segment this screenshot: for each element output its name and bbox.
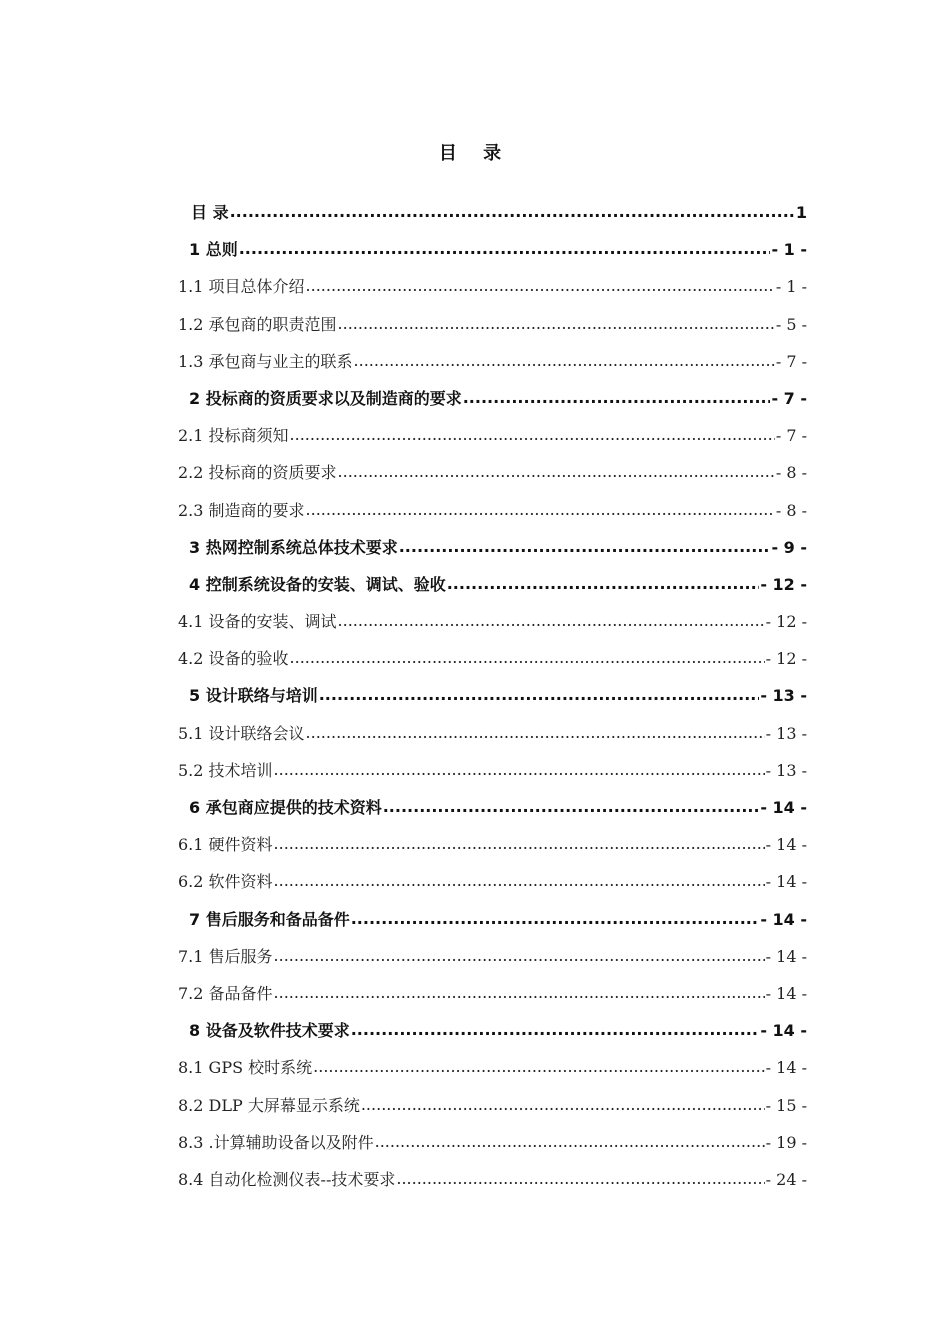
toc-entry[interactable]: [178, 231, 807, 268]
toc-entry-page-number: - 7 -: [771, 388, 807, 408]
toc-dot-leader: [313, 1048, 765, 1085]
toc-dot-leader: [290, 639, 765, 676]
toc-entry[interactable]: [178, 1161, 807, 1198]
toc-entry-page-number: - 15 -: [765, 1095, 807, 1115]
toc-entry-title: 4.2 设备的验收: [178, 649, 289, 669]
toc-entry-page-number: - 13 -: [765, 723, 807, 743]
toc-dot-leader: [274, 751, 765, 788]
toc-entry-page-number: - 14 -: [765, 983, 807, 1003]
toc-entry-page-number: - 19 -: [765, 1132, 807, 1152]
toc-dot-leader: [396, 1160, 764, 1197]
toc-dot-leader: [306, 714, 765, 751]
toc-entry[interactable]: [178, 1124, 807, 1161]
toc-entry[interactable]: [178, 603, 807, 640]
toc-entry-page-number: - 7 -: [775, 426, 807, 446]
toc-dot-leader: [230, 193, 795, 230]
toc-entry-page-number: - 12 -: [765, 612, 807, 632]
toc-dot-leader: [319, 676, 760, 713]
toc-entry-page-number: - 1 -: [771, 240, 807, 260]
toc-entry[interactable]: [178, 975, 807, 1012]
toc-entry-title: 8 设备及软件技术要求: [189, 1021, 350, 1041]
toc-entry-page-number: - 14 -: [760, 798, 807, 817]
toc-dot-leader: [383, 788, 760, 825]
toc-entry-title: 8.1 GPS 校时系统: [178, 1058, 313, 1078]
toc-entry-page-number: - 12 -: [765, 649, 807, 669]
toc-entry-title: 1.2 承包商的职责范围: [178, 314, 337, 334]
toc-entry[interactable]: [178, 752, 807, 789]
toc-entry[interactable]: [178, 938, 807, 975]
toc-entry[interactable]: [178, 306, 807, 343]
toc-entry[interactable]: [178, 789, 807, 826]
toc-entry-title: 8.2 DLP 大屏幕显示系统: [178, 1095, 360, 1115]
toc-dot-leader: [463, 379, 771, 416]
toc-entry-title: 7 售后服务和备品备件: [189, 909, 350, 929]
toc-entry-title: 2.2 投标商的资质要求: [178, 463, 337, 483]
toc-entry-page-number: - 12 -: [760, 574, 807, 594]
toc-entry-title: 8.4 自动化检测仪表--技术要求: [178, 1169, 396, 1189]
toc-entry-title: 5.1 设计联络会议: [178, 723, 305, 743]
toc-entry-page-number: - 14 -: [765, 872, 807, 892]
toc-dot-leader: [351, 1011, 760, 1048]
table-of-contents: [178, 194, 807, 1198]
toc-entry[interactable]: [178, 529, 807, 566]
toc-dot-leader: [338, 305, 775, 342]
toc-entry[interactable]: [178, 715, 807, 752]
toc-dot-leader: [274, 937, 765, 974]
toc-entry[interactable]: [178, 417, 807, 454]
toc-entry-title: 1 总则: [189, 240, 238, 260]
toc-dot-leader: [274, 862, 765, 899]
toc-entry-page-number: - 24 -: [765, 1169, 807, 1189]
toc-entry-title: 4.1 设备的安装、调试: [178, 612, 337, 632]
toc-entry-title: 2.1 投标商须知: [178, 426, 289, 446]
toc-entry-title: 5.2 技术培训: [178, 760, 273, 780]
toc-entry-title: 6.2 软件资料: [178, 872, 273, 892]
toc-dot-leader: [274, 825, 765, 862]
toc-entry-page-number: - 14 -: [760, 909, 807, 929]
toc-entry[interactable]: [178, 268, 807, 305]
toc-dot-leader: [239, 230, 771, 267]
toc-entry[interactable]: [178, 380, 807, 417]
toc-entry-title: 3 热网控制系统总体技术要求: [189, 537, 398, 557]
toc-entry[interactable]: [178, 1087, 807, 1124]
toc-entry-title: 2 投标商的资质要求以及制造商的要求: [189, 388, 462, 408]
toc-entry-title: 5 设计联络与培训: [189, 686, 318, 706]
toc-entry[interactable]: [178, 901, 807, 938]
toc-entry-page-number: - 14 -: [765, 1058, 807, 1078]
toc-entry[interactable]: [178, 454, 807, 491]
toc-dot-leader: [306, 491, 775, 528]
toc-entry-title: 8.3 .计算辅助设备以及附件: [178, 1132, 374, 1152]
toc-entry-page-number: - 14 -: [765, 835, 807, 855]
toc-entry-page-number: - 1 -: [775, 277, 807, 297]
toc-entry-title: 7.2 备品备件: [178, 983, 273, 1003]
toc-entry-title: 6 承包商应提供的技术资料: [189, 798, 382, 817]
toc-entry-title: 1.1 项目总体介绍: [178, 277, 305, 297]
toc-dot-leader: [306, 267, 775, 304]
toc-entry-page-number: - 7 -: [775, 351, 807, 371]
toc-entry-page-number: 1: [795, 203, 807, 222]
toc-dot-leader: [375, 1123, 765, 1160]
toc-dot-leader: [447, 565, 760, 602]
toc-entry-page-number: - 8 -: [775, 500, 807, 520]
toc-entry[interactable]: [178, 1012, 807, 1049]
page-title: 目 录: [438, 143, 512, 164]
toc-entry[interactable]: [178, 1049, 807, 1086]
toc-entry[interactable]: [178, 492, 807, 529]
toc-entry-page-number: - 14 -: [765, 946, 807, 966]
toc-entry-title: 2.3 制造商的要求: [178, 500, 305, 520]
toc-entry[interactable]: [178, 566, 807, 603]
toc-entry[interactable]: [178, 640, 807, 677]
toc-entry-page-number: - 13 -: [765, 760, 807, 780]
toc-entry[interactable]: [178, 677, 807, 714]
toc-dot-leader: [290, 416, 775, 453]
toc-entry-page-number: - 5 -: [775, 314, 807, 334]
toc-entry[interactable]: [178, 826, 807, 863]
toc-entry-page-number: - 8 -: [775, 463, 807, 483]
toc-dot-leader: [399, 528, 771, 565]
toc-dot-leader: [361, 1086, 765, 1123]
toc-dot-leader: [354, 342, 775, 379]
toc-dot-leader: [351, 900, 760, 937]
toc-entry-title: 1.3 承包商与业主的联系: [178, 351, 353, 371]
toc-entry-title: 6.1 硬件资料: [178, 835, 273, 855]
toc-entry-page-number: - 13 -: [760, 686, 807, 706]
toc-entry[interactable]: [178, 194, 807, 231]
toc-dot-leader: [274, 974, 765, 1011]
toc-entry-title: 4 控制系统设备的安装、调试、验收: [189, 574, 446, 594]
toc-entry[interactable]: [178, 863, 807, 900]
toc-entry-page-number: - 14 -: [760, 1021, 807, 1041]
toc-dot-leader: [338, 602, 765, 639]
toc-dot-leader: [338, 453, 775, 490]
toc-entry[interactable]: [178, 343, 807, 380]
toc-entry-title: 目 录: [191, 203, 229, 222]
toc-entry-page-number: - 9 -: [771, 537, 807, 557]
toc-entry-title: 7.1 售后服务: [178, 946, 273, 966]
